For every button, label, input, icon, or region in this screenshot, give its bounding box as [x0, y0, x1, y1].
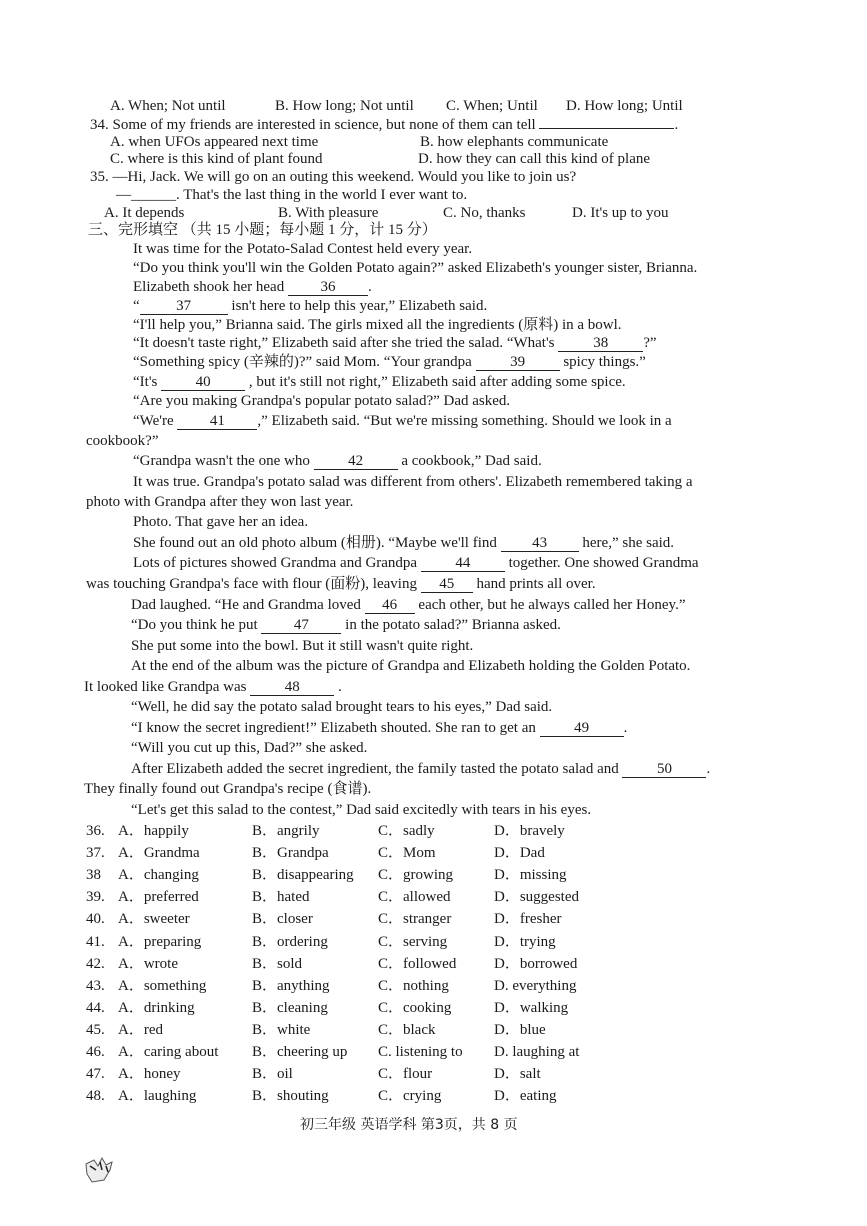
choice-option-b: B．ordering	[252, 934, 328, 950]
choice-number: 38	[86, 867, 101, 883]
passage-line: Lots of pictures showed Grandma and Grandpa 44 together. One showed Grandma	[133, 555, 699, 571]
passage-line: “Grandpa wasn't the one who 42 a cookbook,” Dad said.	[133, 453, 542, 469]
choice-option-d: D．salt	[494, 1066, 541, 1082]
choice-option-a: A．laughing	[118, 1088, 197, 1104]
passage-line: They finally found out Grandpa's recipe (食谱).	[84, 781, 372, 797]
choice-option-a: A．honey	[118, 1066, 181, 1082]
passage-line: photo with Grandpa after they won last year.	[86, 494, 354, 510]
blank-49: 49	[540, 720, 624, 737]
passage-line: “It doesn't taste right,” Elizabeth said after she tried the salad. “What's 38 ?”	[133, 335, 657, 351]
choice-option-b: B．angrily	[252, 823, 320, 839]
choice-number: 39.	[86, 889, 105, 905]
choice-number: 44.	[86, 1000, 105, 1016]
choice-option-a: A．sweeter	[118, 911, 190, 927]
choice-option-c: C．cooking	[378, 1000, 452, 1016]
passage-line: “Do you think you'll win the Golden Potato again?” asked Elizabeth's younger sister, Brianna.	[133, 260, 698, 276]
choice-number: 47.	[86, 1066, 105, 1082]
choice-option-a: A．preferred	[118, 889, 199, 905]
choice-option-c: C. listening to	[378, 1044, 463, 1060]
choice-option-c: C．sadly	[378, 823, 435, 839]
choice-option-d: D．eating	[494, 1088, 557, 1104]
choice-option-d: D．missing	[494, 867, 567, 883]
choice-option-c: C．Mom	[378, 845, 436, 861]
passage-line: “We're 41 ,” Elizabeth said. “But we're missing something. Should we look in a	[133, 413, 672, 429]
passage-line: “I'll help you,” Brianna said. The girls mixed all the ingredients (原料) in a bowl.	[133, 317, 622, 333]
choice-option-d: D．bravely	[494, 823, 565, 839]
q35-option-a: A. It depends	[104, 205, 185, 221]
blank-39: 39	[476, 354, 560, 371]
blank-40: 40	[161, 374, 245, 391]
choice-option-b: B．oil	[252, 1066, 293, 1082]
choice-option-b: B．disappearing	[252, 867, 354, 883]
passage-line: It was true. Grandpa's potato salad was different from others'. Elizabeth remembered taking a	[133, 474, 693, 490]
passage-line: Elizabeth shook her head 36 .	[133, 279, 372, 295]
blank-46: 46	[365, 597, 415, 614]
blank-43: 43	[501, 535, 579, 552]
choice-number: 43.	[86, 978, 105, 994]
choice-option-c: C．flour	[378, 1066, 433, 1082]
choice-number: 48.	[86, 1088, 105, 1104]
choice-option-b: B．cleaning	[252, 1000, 328, 1016]
choice-number: 45.	[86, 1022, 105, 1038]
choice-option-c: C．serving	[378, 934, 448, 950]
choice-number: 40.	[86, 911, 105, 927]
choice-option-d: D．blue	[494, 1022, 546, 1038]
passage-line: “It's 40 , but it's still not right,” Elizabeth said after adding some spice.	[133, 374, 626, 390]
blank-48: 48	[250, 679, 334, 696]
choice-option-a: A．something	[118, 978, 207, 994]
passage-line: “Will you cut up this, Dad?” she asked.	[131, 740, 368, 756]
passage-line: She put some into the bowl. But it still wasn't quite right.	[131, 638, 474, 654]
choice-option-a: A．happily	[118, 823, 189, 839]
choice-number: 42.	[86, 956, 105, 972]
passage-line: Photo. That gave her an idea.	[133, 514, 309, 530]
choice-option-b: B．closer	[252, 911, 313, 927]
choice-option-d: D．fresher	[494, 911, 562, 927]
choice-option-b: B．hated	[252, 889, 310, 905]
blank-41: 41	[177, 413, 257, 430]
passage-line: “Let's get this salad to the contest,” Dad said excitedly with tears in his eyes.	[131, 802, 592, 818]
choice-option-a: A．drinking	[118, 1000, 195, 1016]
choice-option-a: A．caring about	[118, 1044, 219, 1060]
corner-mark	[84, 1156, 114, 1184]
passage-line: “Do you think he put 47 in the potato salad?” Brianna asked.	[131, 617, 561, 633]
choice-option-a: A．changing	[118, 867, 199, 883]
passage-line: Dad laughed. “He and Grandma loved 46 each other, but he always called her Honey.”	[131, 597, 686, 613]
choice-option-a: A．Grandma	[118, 845, 200, 861]
passage-line: was touching Grandpa's face with flour (面粉), leaving 45 hand prints all over.	[86, 576, 596, 592]
choice-option-d: D．suggested	[494, 889, 579, 905]
q35-option-d: D. It's up to you	[572, 205, 669, 221]
passage-line: It looked like Grandpa was 48 .	[84, 679, 342, 695]
prev-option-d: D. How long; Until	[566, 98, 683, 114]
passage-line: “Something spicy (辛辣的)?” said Mom. “Your grandpa 39 spicy things.”	[133, 354, 646, 370]
passage-line: She found out an old photo album (相册). “Maybe we'll find 43 here,” she said.	[133, 535, 675, 551]
q34-stem: 34. Some of my friends are interested in science, but none of them can tell .	[90, 117, 679, 133]
passage-line: “Are you making Grandpa's popular potato salad?” Dad asked.	[133, 393, 511, 409]
choice-option-d: D．borrowed	[494, 956, 578, 972]
blank-36: 36	[288, 279, 368, 296]
passage-line: cookbook?”	[86, 433, 159, 449]
section-heading: 三、完形填空 （共 15 小题；每小题 1 分，计 15 分）	[88, 222, 437, 238]
q35-option-b: B. With pleasure	[278, 205, 379, 221]
passage-line: After Elizabeth added the secret ingredient, the family tasted the potato salad and 50 .	[131, 761, 711, 777]
prev-option-a: A. When; Not until	[110, 98, 226, 114]
choice-option-d: D. laughing at	[494, 1044, 580, 1060]
passage-line: “ 37 isn't here to help this year,” Elizabeth said.	[133, 298, 488, 314]
choice-option-c: C．followed	[378, 956, 457, 972]
blank-37: 37	[140, 298, 228, 315]
choice-option-b: B．sold	[252, 956, 303, 972]
q35-stem: 35. —Hi, Jack. We will go on an outing this weekend. Would you like to join us?	[90, 169, 577, 185]
choice-option-b: B．white	[252, 1022, 311, 1038]
passage-line: At the end of the album was the picture of Grandpa and Elizabeth holding the Golden Potato.	[131, 658, 691, 674]
choice-option-c: C．allowed	[378, 889, 451, 905]
q34-blank	[539, 128, 674, 129]
blank-42: 42	[314, 453, 398, 470]
choice-option-d: D. everything	[494, 978, 577, 994]
choice-option-b: B．anything	[252, 978, 330, 994]
blank-50: 50	[622, 761, 706, 778]
passage-line: It was time for the Potato-Salad Contest held every year.	[133, 241, 473, 257]
choice-option-d: D．trying	[494, 934, 556, 950]
passage-line: “Well, he did say the potato salad brought tears to his eyes,” Dad said.	[131, 699, 553, 715]
q34-option-b: B. how elephants communicate	[420, 134, 609, 150]
prev-option-c: C. When; Until	[446, 98, 538, 114]
q35-option-c: C. No, thanks	[443, 205, 526, 221]
blank-44: 44	[421, 555, 505, 572]
blank-45: 45	[421, 576, 473, 593]
passage-line: “I know the secret ingredient!” Elizabeth shouted. She ran to get an 49 .	[131, 720, 628, 736]
choice-option-c: C．crying	[378, 1088, 442, 1104]
choice-option-b: B．Grandpa	[252, 845, 329, 861]
prev-option-b: B. How long; Not until	[275, 98, 414, 114]
choice-option-c: C．black	[378, 1022, 436, 1038]
choice-option-d: D．Dad	[494, 845, 545, 861]
blank-47: 47	[261, 617, 341, 634]
q34-option-c: C. where is this kind of plant found	[110, 151, 323, 167]
q35-reply: —______. That's the last thing in the world I ever want to.	[116, 187, 468, 203]
choice-number: 46.	[86, 1044, 105, 1060]
choice-option-b: B．shouting	[252, 1088, 329, 1104]
q34-option-d: D. how they can call this kind of plane	[418, 151, 651, 167]
choice-option-d: D．walking	[494, 1000, 569, 1016]
q34-option-a: A. when UFOs appeared next time	[110, 134, 319, 150]
page-footer: 初三年级 英语学科 第3页，共 8 页	[300, 1117, 518, 1133]
choice-option-c: C．stranger	[378, 911, 452, 927]
choice-option-a: A．wrote	[118, 956, 178, 972]
blank-38: 38	[558, 335, 643, 352]
choice-option-a: A．red	[118, 1022, 163, 1038]
choice-option-c: C．growing	[378, 867, 454, 883]
choice-option-b: B．cheering up	[252, 1044, 348, 1060]
choice-number: 41.	[86, 934, 105, 950]
choice-option-a: A．preparing	[118, 934, 202, 950]
choice-option-c: C．nothing	[378, 978, 449, 994]
choice-number: 36.	[86, 823, 105, 839]
choice-number: 37.	[86, 845, 105, 861]
